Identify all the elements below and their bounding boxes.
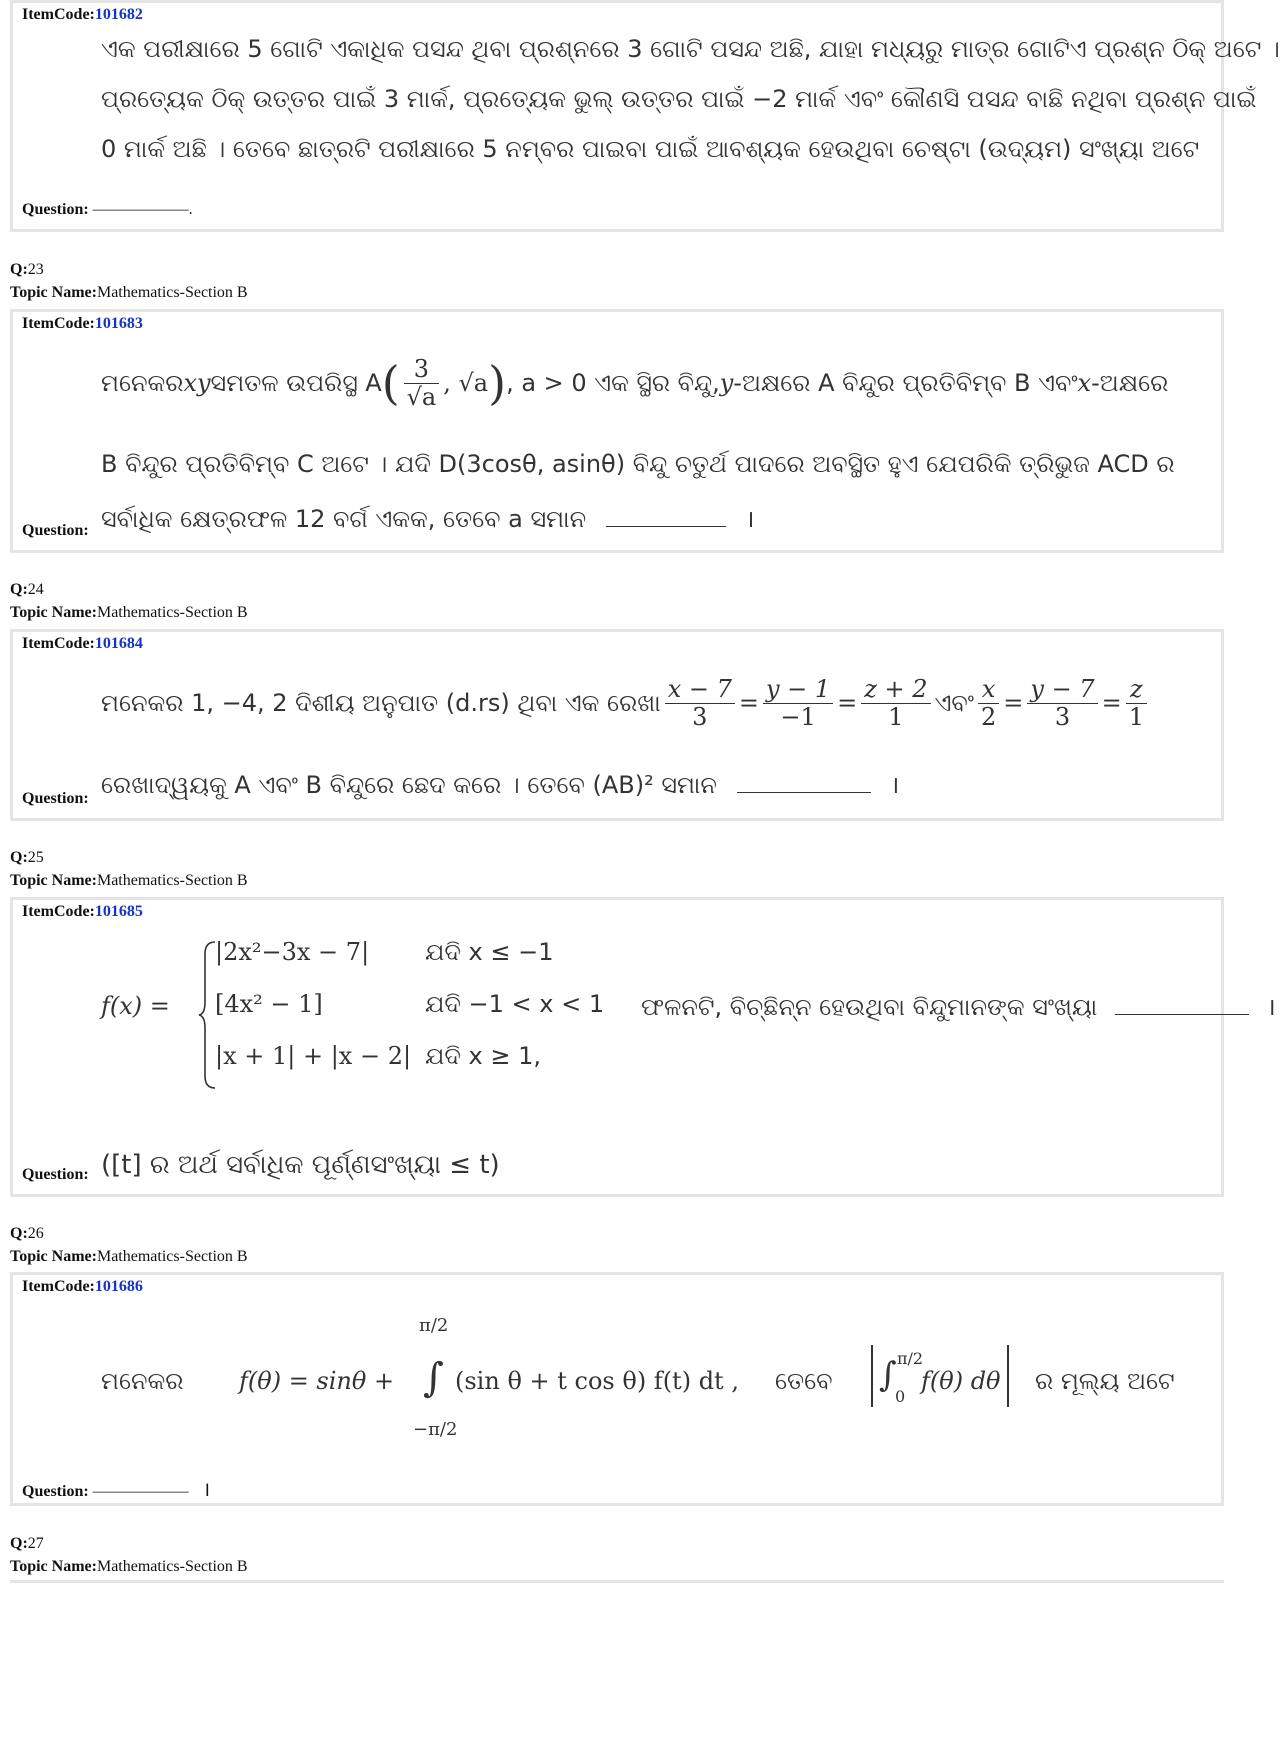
fraction-denominator: 1 (1128, 702, 1144, 731)
question-card-25 (10, 897, 1276, 1197)
item-code-label: ItemCode: (22, 315, 95, 332)
fraction (665, 676, 735, 730)
abs-bar-left (871, 1345, 873, 1407)
item-code (22, 1278, 143, 1296)
text-run: ଏବଂ (934, 689, 974, 717)
text-run: । (745, 505, 755, 533)
topic-name: Mathematics-Section B (96, 872, 248, 889)
question-header-27 (10, 1532, 248, 1578)
item-code (22, 903, 143, 921)
question-label (22, 201, 193, 219)
text-run: ମନେକର (101, 1367, 184, 1395)
function-definition: f(θ) = sinθ + (239, 1367, 395, 1395)
item-code-label: ItemCode: (22, 6, 95, 23)
topic-label: Topic Name: (10, 1248, 97, 1265)
math-x: x (1077, 369, 1092, 397)
q-label: Q: (10, 849, 28, 866)
item-code (22, 635, 143, 653)
function-name: f(x) = (101, 992, 170, 1020)
item-code-value: 101683 (94, 315, 143, 332)
question-line (101, 346, 1168, 420)
q-label: Q: (10, 261, 28, 278)
text-run: । (890, 771, 900, 799)
question-number: 23 (27, 261, 44, 278)
question-card-23 (10, 309, 1224, 553)
question-line: ଏକ ପରୀକ୍ଷାରେ 5 ଗୋଟି ଏକାଧିକ ପସନ୍ଦ ଥିବା ପ୍ରଶ୍ନରେ 3 ଗୋଟି ପସନ୍ଦ ଅଛି, ଯାହା ମଧ୍ୟରୁ ମାତ୍ର ଗୋଟିଏ ପ୍ରଶ୍ନ ଠିକ୍ ଅଟେ । (101, 35, 1280, 63)
text-run: -ଅକ୍ଷରେ A ବିନ୍ଦୁର ପ୍ରତିବିମ୍ବ B ଏବଂ (733, 369, 1078, 397)
item-code-label: ItemCode: (22, 1278, 95, 1295)
text-run: -ଅକ୍ଷରେ (1091, 369, 1169, 397)
text-run: , a > 0 ଏକ ସ୍ଥିର ବିନ୍ଦୁ, (506, 369, 720, 397)
text-run: ମନେକର (101, 369, 184, 397)
topic-name: Mathematics-Section B (96, 1558, 248, 1575)
fraction (1126, 676, 1147, 730)
integral-sign: ∫ (879, 1355, 897, 1395)
piece-expression: |x + 1| + |x − 2| (215, 1042, 412, 1070)
integral-sign: ∫ (423, 1355, 444, 1401)
math-y: y (719, 369, 734, 397)
fraction-denominator: 3 (1054, 702, 1071, 731)
equals-sign: = (738, 689, 759, 717)
integral-lower-limit: −π/2 (413, 1419, 458, 1440)
text-run: ସର୍ବାଧିକ କ୍ଷେତ୍ରଫଳ 12 ବର୍ଗ ଏକକ, ତେବେ a ସମାନ (101, 505, 587, 533)
item-code-value: 101685 (94, 903, 143, 920)
integrand: (sin θ + t cos θ) f(t) dt , (455, 1367, 739, 1395)
item-code-label: ItemCode: (22, 903, 95, 920)
topic-label: Topic Name: (10, 604, 97, 621)
paren-close: ) (488, 356, 507, 410)
q-label: Q: (10, 1225, 28, 1242)
question-number: 24 (27, 581, 44, 598)
fraction-numerator: z + 2 (861, 676, 930, 703)
fraction-numerator: x − 7 (665, 676, 735, 703)
paren-open: ( (381, 356, 400, 410)
question-header-26 (10, 1222, 248, 1268)
question-label (22, 1475, 210, 1502)
piece-condition: ଯଦି −1 < x < 1 (425, 990, 605, 1018)
integral-upper-limit: π/2 (897, 1349, 924, 1368)
answer-blank (1115, 1014, 1249, 1015)
math-run: , √a (443, 369, 489, 397)
equals-sign: = (1101, 689, 1122, 717)
text-run: ମନେକର 1, −4, 2 ଦିଶୀୟ ଅନୁପାତ (d.rs) ଥିବା ଏକ ରେଖା (101, 689, 661, 717)
item-code-value: 101686 (94, 1278, 143, 1295)
question-line: 0 ମାର୍କ ଅଛି । ତେବେ ଛାତ୍ରଟି ପରୀକ୍ଷାରେ 5 ନମ୍ବର ପାଇବା ପାଇଁ ଆବଶ୍ୟକ ହେଉଥିବା ଚେଷ୍ଟା (ଉଦ୍ୟମ) ସଂଖ୍ୟା ଅଟେ (101, 135, 1200, 163)
math-xy: xy (183, 369, 211, 397)
text-run: । (202, 1479, 211, 1501)
question-number: 27 (27, 1535, 44, 1552)
question-card-22 (10, 0, 1280, 232)
fraction-denominator: 1 (888, 702, 904, 731)
fraction-denominator: 3 (692, 702, 708, 731)
fraction-numerator: 3 (404, 356, 440, 383)
question-label: Question: (22, 522, 89, 539)
fraction (1027, 676, 1097, 730)
question-line (101, 768, 899, 801)
text-run: ଫଳନଟି, ବିଚ୍ଛିନ୍ନ ହେଉଥିବା ବିନ୍ଦୁମାନଙ୍କ ସଂଖ୍ୟା (641, 993, 1098, 1021)
text-run: ତେବେ (775, 1367, 833, 1395)
question-label-text: Question: (22, 201, 89, 218)
item-code (22, 315, 143, 333)
abs-integrand: f(θ) dθ (921, 1367, 1001, 1395)
card-top-border (10, 1580, 1224, 1583)
equals-sign: = (1003, 689, 1024, 717)
question-card-24 (10, 629, 1224, 821)
question-header-24 (10, 578, 248, 624)
question-label-text: Question: (22, 1483, 89, 1500)
fraction (978, 676, 999, 730)
question-header-23 (10, 258, 248, 304)
topic-name: Mathematics-Section B (96, 284, 248, 301)
fraction (861, 676, 930, 730)
item-code-value: 101684 (94, 635, 143, 652)
question-header-25 (10, 846, 248, 892)
topic-name: Mathematics-Section B (96, 604, 248, 621)
fraction-denominator: −1 (780, 702, 816, 731)
question-label: Question: (22, 1166, 89, 1183)
equals-sign: = (837, 689, 858, 717)
piece-condition: ଯଦି x ≥ 1, (425, 1042, 542, 1070)
fraction (763, 676, 833, 730)
question-line: B ବିନ୍ଦୁର ପ୍ରତିବିମ୍ବ C ଅଟେ । ଯଦି D(3cosθ, asinθ) ବିନ୍ଦୁ ଚତୁର୍ଥ ପାଦରେ ଅବସ୍ଥିତ ହୁଏ ଯେପରିକି ତ୍ରିଭୁଜ ACD ର (101, 450, 1175, 478)
answer-blank (606, 526, 726, 527)
question-line (101, 668, 1151, 738)
question-line (641, 990, 1276, 1023)
question-card-26 (10, 1272, 1224, 1506)
piece-expression: [4x² − 1] (215, 990, 323, 1018)
item-code-label: ItemCode: (22, 635, 95, 652)
topic-label: Topic Name: (10, 872, 97, 889)
piece-expression: |2x²−3x − 7| (215, 938, 370, 966)
topic-label: Topic Name: (10, 1558, 97, 1575)
question-line: ପ୍ରତ୍ୟେକ ଠିକ୍ ଉତ୍ତର ପାଇଁ 3 ମାର୍କ, ପ୍ରତ୍ୟେକ ଭୁଲ୍ ଉତ୍ତର ପାଇଁ −2 ମାର୍କ ଏବଂ କୌଣସି ପସନ୍ଦ ବାଛି ନଥିବା ପ୍ରଶ୍ନ ପାଇଁ (101, 85, 1257, 113)
abs-bar-right (1007, 1345, 1009, 1407)
integral-lower-limit: 0 (895, 1387, 906, 1406)
answer-blank: ——————. (92, 201, 193, 218)
question-line (101, 502, 755, 535)
text-run: ରେଖାଦ୍ୱୟକୁ A ଏବଂ B ବିନ୍ଦୁରେ ଛେଦ କରେ । ତେବେ (AB)² ସମାନ (101, 771, 717, 799)
topic-label: Topic Name: (10, 284, 97, 301)
q-label: Q: (10, 1535, 28, 1552)
text-run: ର ମୂଲ୍ୟ ଅଟେ (1035, 1367, 1175, 1395)
fraction-numerator: y − 1 (763, 676, 833, 703)
integral-upper-limit: π/2 (419, 1315, 449, 1336)
item-code-value: 101682 (94, 6, 143, 23)
answer-blank: —————— (92, 1483, 189, 1500)
answer-blank (737, 792, 871, 793)
question-label: Question: (22, 790, 89, 807)
q-label: Q: (10, 581, 28, 598)
fraction-denominator: 2 (980, 702, 997, 731)
question-number: 25 (27, 849, 44, 866)
text-run: ସମତଳ ଉପରିସ୍ଥ A (210, 369, 382, 397)
fraction-numerator: y − 7 (1027, 676, 1097, 703)
note: ([t] ର ଅର୍ଥ ସର୍ବାଧିକ ପୂର୍ଣ୍ଣସଂଖ୍ୟା ≤ t) (101, 1150, 500, 1180)
piece-condition: ଯଦି x ≤ −1 (425, 938, 554, 966)
topic-name: Mathematics-Section B (96, 1248, 248, 1265)
question-number: 26 (27, 1225, 44, 1242)
fraction-numerator: x (978, 676, 999, 703)
item-code (22, 6, 143, 24)
text-run: । (1266, 993, 1276, 1021)
fraction-numerator: z (1126, 676, 1147, 703)
fraction (404, 356, 440, 410)
fraction-denominator: √a (406, 382, 437, 411)
